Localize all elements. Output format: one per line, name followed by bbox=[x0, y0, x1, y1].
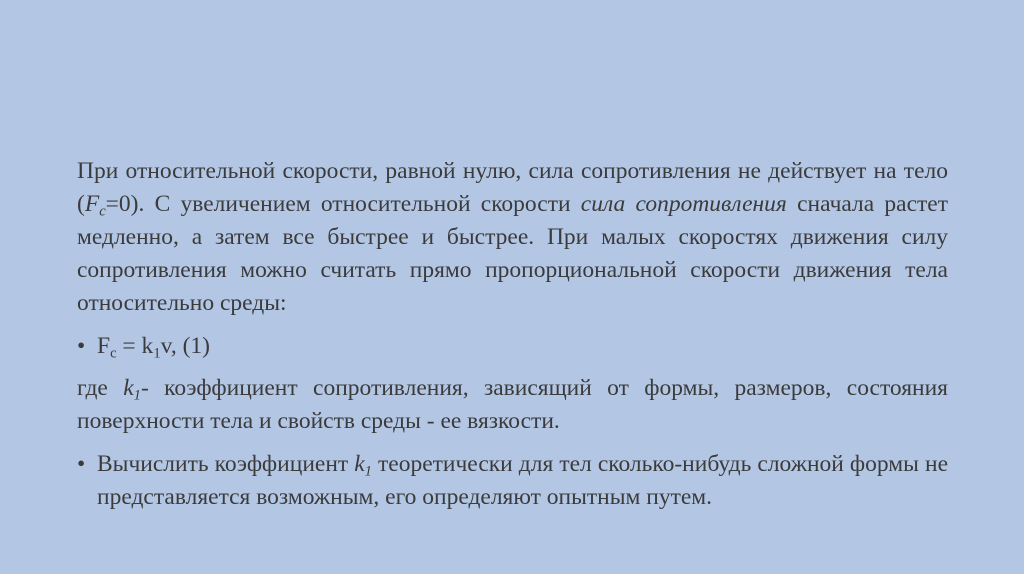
bullet-marker: • bbox=[77, 333, 86, 359]
formula-list-item bbox=[77, 330, 948, 364]
paragraph-k1-definition bbox=[77, 372, 948, 438]
paragraph-drag-force-intro bbox=[77, 155, 948, 320]
paragraph1-text-1: При относительной скорости, равной нулю, сила сопротивления не действует на тело ( bbox=[77, 158, 948, 217]
paragraph1-text-3: сначала растет медленно, а затем все быстрее и быстрее. При малых скоростях движения силу сопротивления можно считать прямо пропорциональной скорости движения тела относительно среды: bbox=[77, 191, 948, 316]
definition-text: - коэффициент сопротивления, зависящий от формы, размеров, состояния поверхности тела и свойств среды - ее вязкости. bbox=[77, 375, 948, 434]
bullet2-text-2: теоретически для тел сколько-нибудь сложной формы не представляется возможным, его определяют опытным путем. bbox=[97, 451, 949, 510]
formula-lhs-subscript: c bbox=[110, 345, 117, 362]
fc-symbol: $F_c$ bbox=[84, 191, 106, 220]
slide-content bbox=[77, 155, 948, 514]
formula: $F_c = k_1v$, (1) bbox=[97, 333, 210, 362]
bullet-list-item bbox=[77, 448, 948, 514]
bullet2-text-1: Вычислить коэффициент bbox=[97, 451, 355, 477]
bullet-marker: • bbox=[77, 451, 86, 477]
emphasis-drag-force: сила сопротивления bbox=[580, 191, 787, 217]
k1-symbol: $k_1$ bbox=[123, 375, 141, 404]
k1-subscript: 1 bbox=[133, 387, 141, 404]
definition-prefix: где bbox=[77, 375, 124, 401]
paragraph-k1-experimental bbox=[97, 448, 948, 514]
k1-subscript: 1 bbox=[364, 463, 372, 480]
k1-symbol: $k_1$ bbox=[354, 451, 372, 480]
fc-subscript: c bbox=[99, 203, 106, 220]
paragraph1-text-2: =0). С увеличением относительной скорости bbox=[105, 191, 581, 217]
formula-k-subscript: 1 bbox=[153, 345, 161, 362]
